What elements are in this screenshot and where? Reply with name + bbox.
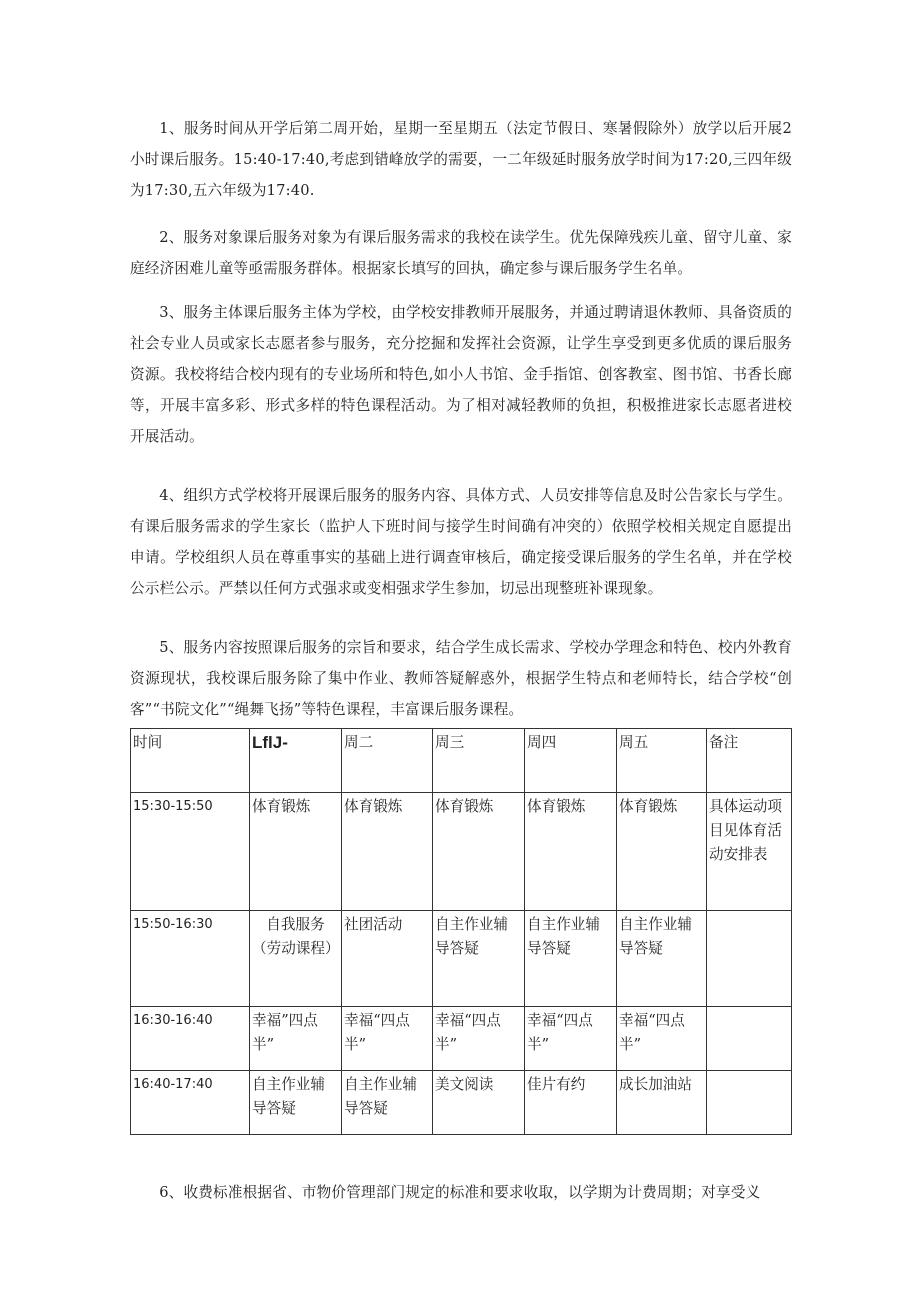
time-cell: 16:30-16:40 [131, 1007, 250, 1071]
table-cell: 自主作业辅导答疑 [342, 1071, 433, 1135]
header-time: 时间 [131, 729, 250, 793]
table-cell: 幸福”四点半” [250, 1007, 342, 1071]
table-cell: 成长加油站 [617, 1071, 707, 1135]
table-cell: 自我服务（劳动课程） [250, 911, 342, 1007]
table-header-row [131, 729, 792, 793]
remarks-cell [707, 911, 792, 1007]
time-cell: 16:40-17:40 [131, 1071, 250, 1135]
table-cell: 幸福“四点半” [617, 1007, 707, 1071]
table-cell: 体育锻炼 [525, 793, 617, 911]
table-cell: 自主作业辅导答疑 [250, 1071, 342, 1135]
table-cell: 自主作业辅导答疑 [525, 911, 617, 1007]
table-cell: 幸福“四点半” [433, 1007, 525, 1071]
time-cell: 15:30-15:50 [131, 793, 250, 911]
remarks-cell [707, 1071, 792, 1135]
paragraph-organization: 4、组织方式学校将开展课后服务的服务内容、具体方式、人员安排等信息及时公告家长与学生。有课后服务需求的学生家长（监护人下班时间与接学生时间确有冲突的）依照学校相关规定自愿提出申请。学校组织人员在尊重事实的基础上进行调查审核后，确定接受课后服务的学生名单，并在学校公示栏公示。严禁以任何方式强求或变相强求学生参加，切忌出现整班补课现象。 [130, 487, 792, 597]
table-cell: 美文阅读 [433, 1071, 525, 1135]
table-cell: 体育锻炼 [617, 793, 707, 911]
table-cell: 自主作业辅导答疑 [433, 911, 525, 1007]
paragraph-service-target: 2、服务对象课后服务对象为有课后服务需求的我校在读学生。优先保障残疾儿童、留守儿童、家庭经济困难儿童等亟需服务群体。根据家长填写的回执，确定参与课后服务学生名单。 [130, 229, 792, 277]
table-cell: 社团活动 [342, 911, 433, 1007]
table-cell: 体育锻炼 [342, 793, 433, 911]
header-wednesday: 周三 [433, 729, 525, 793]
table-row [131, 911, 792, 1007]
table-cell: 体育锻炼 [433, 793, 525, 911]
time-cell: 15:50-16:30 [131, 911, 250, 1007]
table-cell: 佳片有约 [525, 1071, 617, 1135]
paragraph-service-subject: 3、服务主体课后服务主体为学校，由学校安排教师开展服务，并通过聘请退休教师、具备资质的社会专业人员或家长志愿者参与服务，充分挖掘和发挥社会资源，让学生享受到更多优质的课后服务资源。我校将结合校内现有的专业场所和特色,如小人书馆、金手指馆、创客教室、图书馆、书香长廊等，开展丰富多彩、形式多样的特色课程活动。为了相对减轻教师的负担，积极推进家长志愿者进校开展活动。 [130, 304, 792, 445]
paragraph-service-time: 1、服务时间从开学后第二周开始，星期一至星期五（法定节假日、寒暑假除外）放学以后开展2小时课后服务。15:40-17:40,考虑到错峰放学的需要，一二年级延时服务放学时间为17:20,三四年级为17:30,五六年级为17:40. [130, 120, 792, 199]
table-cell: 自主作业辅导答疑 [617, 911, 707, 1007]
remarks-cell [707, 1007, 792, 1071]
table-row [131, 1071, 792, 1135]
header-monday: LflJ- [250, 729, 342, 793]
header-friday: 周五 [617, 729, 707, 793]
header-thursday: 周四 [525, 729, 617, 793]
paragraph-fee-standard: 6、收费标准根据省、市物价管理部门规定的标准和要求收取，以学期为计费周期；对享受义 [159, 1184, 761, 1201]
table-cell: 幸福“四点半” [342, 1007, 433, 1071]
table-cell: 幸福“四点半” [525, 1007, 617, 1071]
table-row [131, 1007, 792, 1071]
remarks-cell: 具体运动项目见体育活动安排表 [707, 793, 792, 911]
schedule-table [130, 728, 792, 1135]
header-remarks: 备注 [707, 729, 792, 793]
header-tuesday: 周二 [342, 729, 433, 793]
table-cell: 体育锻炼 [250, 793, 342, 911]
paragraph-service-content: 5、服务内容按照课后服务的宗旨和要求，结合学生成长需求、学校办学理念和特色、校内外教育资源现状，我校课后服务除了集中作业、教师答疑解惑外，根据学生特点和老师特长，结合学校“创客”“书院文化”“绳舞飞扬”等特色课程，丰富课后服务课程。 [130, 639, 792, 718]
table-row [131, 793, 792, 911]
